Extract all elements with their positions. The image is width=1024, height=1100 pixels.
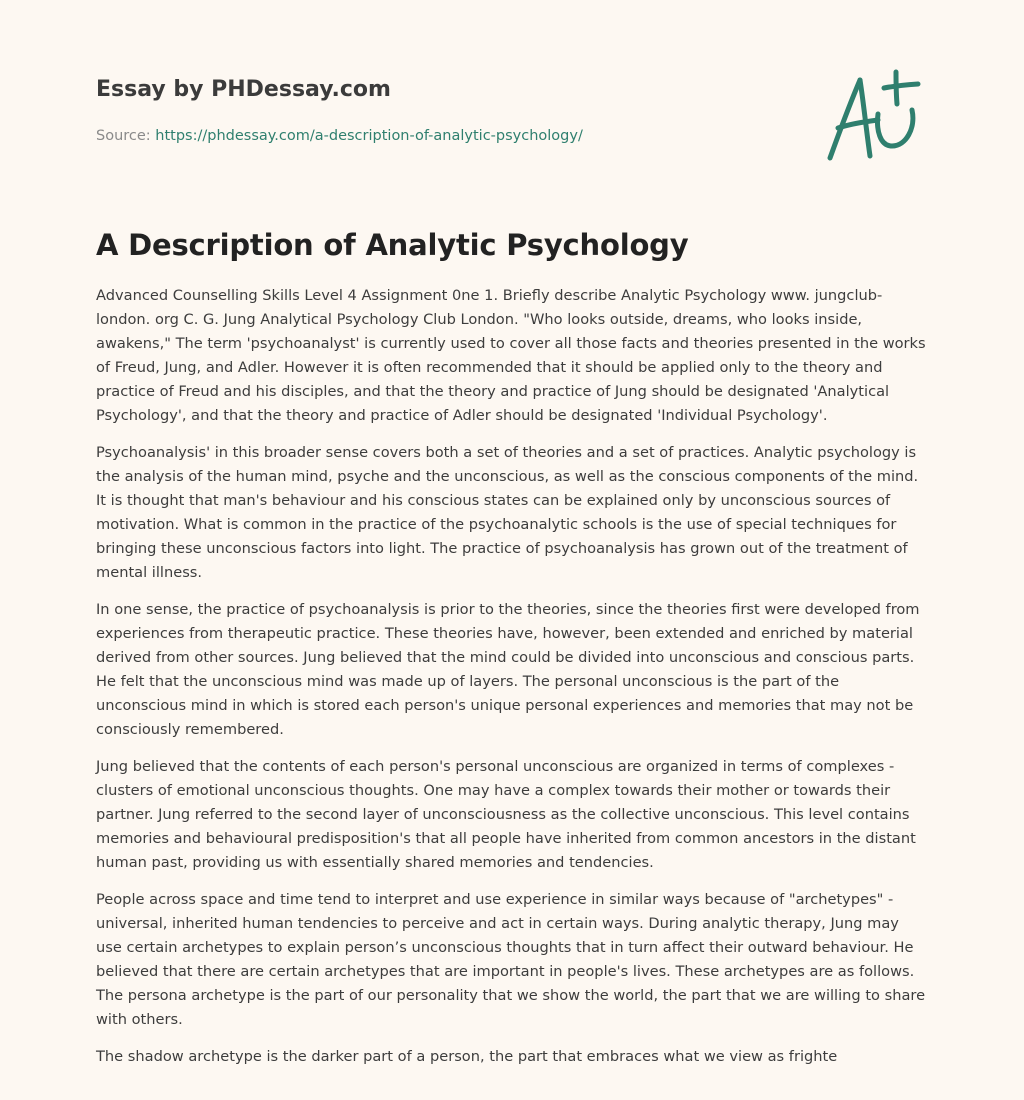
source-label: Source: (96, 128, 156, 144)
essay-paragraph: Jung believed that the contents of each person's personal unconscious are organized in terms of complexes - clusters of emotional unconscious thoughts. One may have a complex towards their mother or towards their partner. Jung referred to the second layer of unconsciousness as the collective unconscious. This level contains memories and behavioural predisposition's that all people have inherited from common ancestors in the distant human past, providing us with essentially shared memories and tendencies. (96, 758, 916, 871)
essay-paragraph: People across space and time tend to interpret and use experience in similar ways because of "archetypes" - universal, inherited human tendencies to perceive and act in certain ways. During analytic therapy, Jung may use certain archetypes to explain person’s unconscious thoughts that in turn affect their outward behaviour. He believed that there are certain archetypes that are important in people's lives. These archetypes are as follows. The persona archetype is the part of our personality that we show the world, the part that we are willing to share with others. (96, 891, 926, 1028)
source-link[interactable]: https://phdessay.com/a-description-of-analytic-psychology/ (155, 128, 583, 144)
essay-title: A Description of Analytic Psychology (96, 228, 689, 262)
essay-paragraph: Advanced Counselling Skills Level 4 Assignment 0ne 1. Briefly describe Analytic Psychology www. jungclub-london. org C. G. Jung Analytical Psychology Club London. "Who looks outside, dreams, who looks inside, awakens," The term 'psychoanalyst' is currently used to cover all those facts and theories presented in the works of Freud, Jung, and Adler. However it is often recommended that it should be applied only to the theory and practice of Freud and his disciples, and that the theory and practice of Jung should be designated 'Analytical Psychology', and that the theory and practice of Adler should be designated 'Individual Psychology'. (96, 287, 926, 424)
essay-body (96, 284, 928, 1082)
essay-paragraph: Psychoanalysis' in this broader sense covers both a set of theories and a set of practices. Analytic psychology is the analysis of the human mind, psyche and the unconscious, as well as the conscious components of the mind. It is thought that man's behaviour and his conscious states can be explained only by unconscious sources of motivation. What is common in the practice of the psychoanalytic schools is the use of special techniques for bringing these unconscious factors into light. The practice of psychoanalysis has grown out of the treatment of mental illness. (96, 444, 919, 581)
brand-title: Essay by PHDessay.com (96, 77, 391, 102)
a-plus-logo (820, 66, 930, 166)
essay-paragraph: The shadow archetype is the darker part of a person, the part that embraces what we view as frighte (96, 1048, 838, 1065)
page-header (96, 76, 796, 146)
source-line (96, 126, 796, 146)
essay-paragraph: In one sense, the practice of psychoanalysis is prior to the theories, since the theories first were developed from experiences from therapeutic practice. These theories have, however, been extended and enriched by material derived from other sources. Jung believed that the mind could be divided into unconscious and conscious parts. He felt that the unconscious mind was made up of layers. The personal unconscious is the part of the unconscious mind in which is stored each person's unique personal experiences and memories that may not be consciously remembered. (96, 601, 920, 738)
